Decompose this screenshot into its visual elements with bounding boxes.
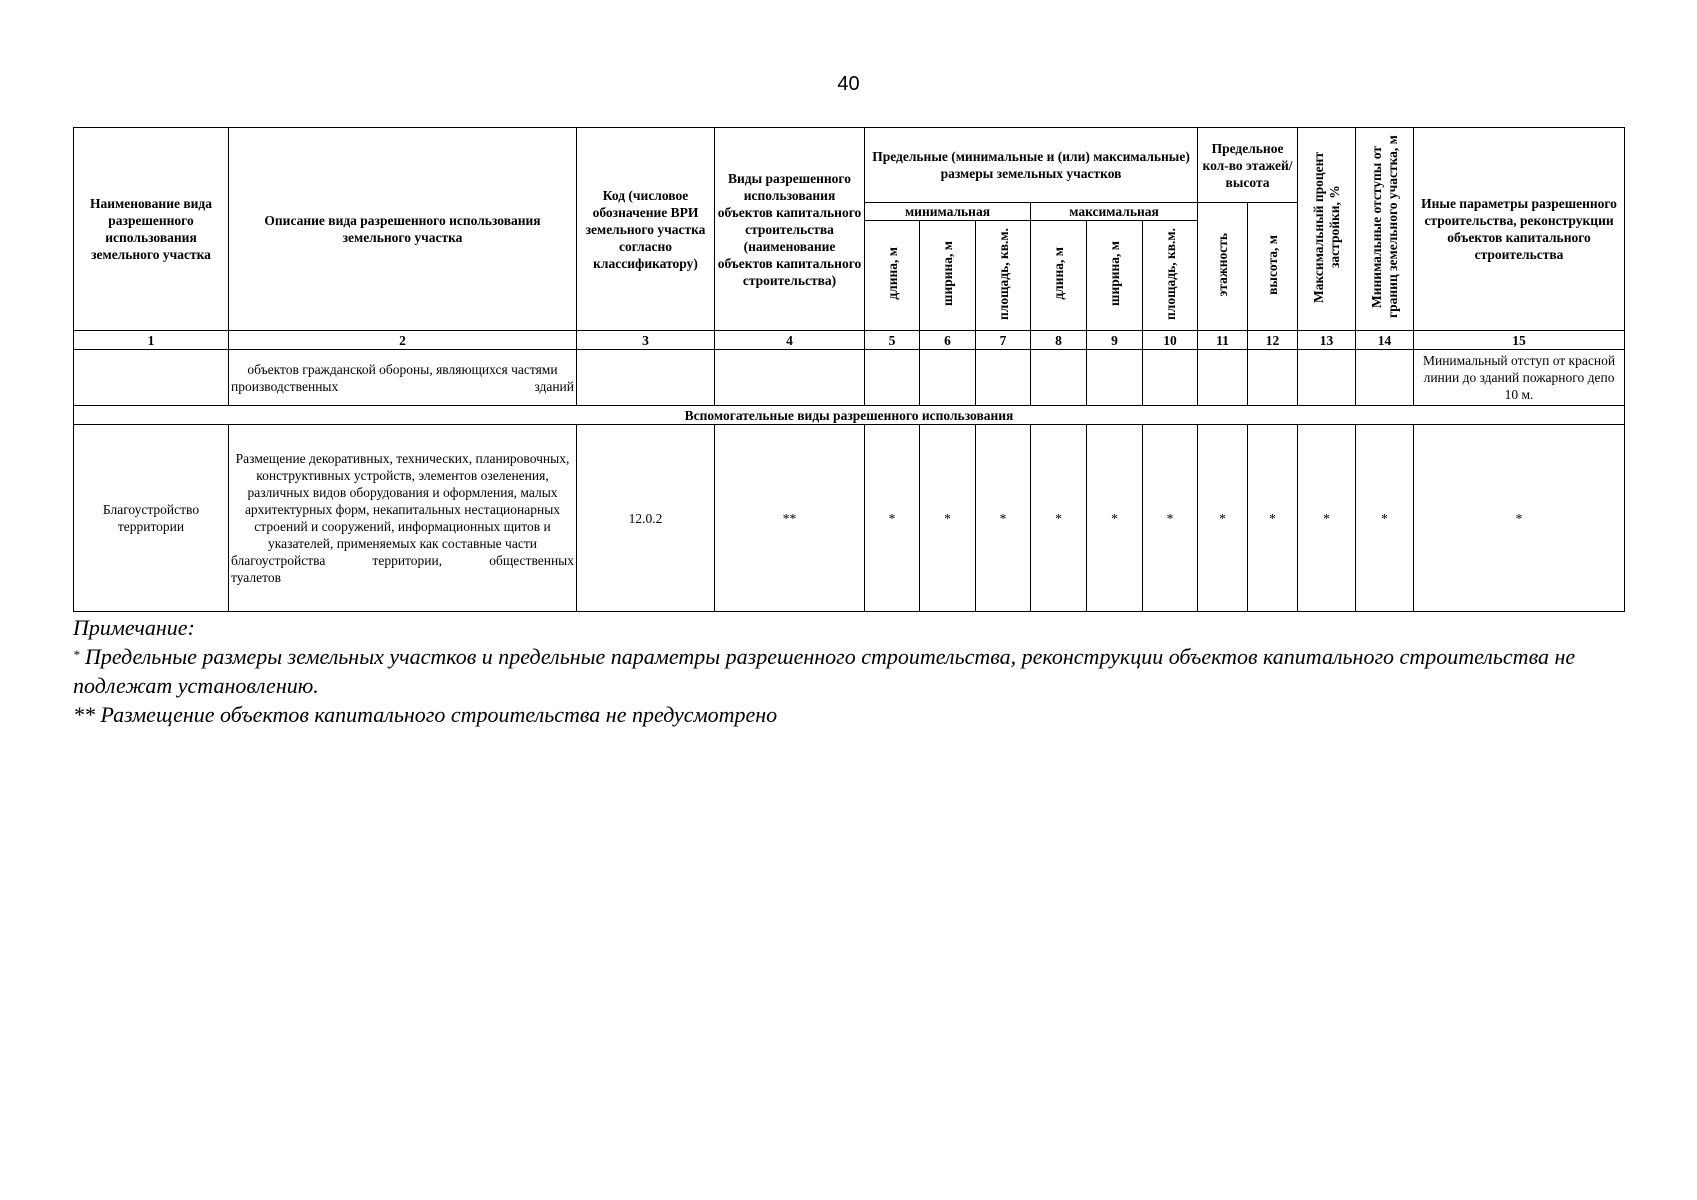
header-description: Описание вида разрешенного использования земельного участка [229,128,577,331]
description-line: применяемых как составные части [336,536,537,551]
col-number: 3 [577,331,715,350]
cell-code: 12.0.2 [577,425,715,612]
header-min-setback [1356,128,1414,331]
section-title: Вспомогательные виды разрешенного использования [74,406,1625,425]
table-row-continued [74,350,1625,406]
header-max-length-text: длина, м [1051,247,1066,300]
note-2: ** Размещение объектов капитального строительства не предусмотрено [73,702,778,727]
cell-star: * [1087,425,1143,612]
header-min-length-text: длина, м [884,247,900,300]
cell-star: * [1143,425,1198,612]
header-other-params: Иные параметры разрешенного строительства, реконструкции объектов капитального строительства [1414,128,1625,331]
header-floors-group: Предельное кол-во этажей/ высота [1198,128,1298,203]
cell-empty [1198,350,1248,406]
cell-empty [976,350,1031,406]
cell-empty [577,350,715,406]
header-height-text: высота, м [1265,234,1281,295]
header-max-area [1143,221,1198,331]
col-number: 4 [715,331,865,350]
description-line: Размещение декоративных, технических, [235,451,473,466]
cell-empty [920,350,976,406]
cell-star: * [1031,425,1087,612]
header-height [1248,203,1298,331]
cell-star: * [1356,425,1414,612]
col-number: 9 [1087,331,1143,350]
col-number: 1 [74,331,229,350]
description-line: планировочных, конструктивных устройств, [256,451,570,483]
land-use-table [73,127,1625,612]
header-max-length [1031,221,1087,331]
description-line: нестационарных строений и сооружений, [254,502,561,534]
col-number: 8 [1031,331,1087,350]
header-max-width [1087,221,1143,331]
note-1 [73,642,1633,700]
col-number: 2 [229,331,577,350]
header-max-area-text: площадь, кв.м. [1162,227,1178,320]
notes-title: Примечание: [73,615,195,640]
col-number: 15 [1414,331,1625,350]
header-min-width-text: ширина, м [940,241,955,306]
cell-name: Благоустройство территории [74,425,229,612]
col-number: 14 [1356,331,1414,350]
cell-empty [1248,350,1298,406]
header-min-length [865,221,920,331]
description-text: объектов гражданской обороны, являющихся частями производственных зданий [231,361,574,394]
description-line: оборудования и оформления, малых [349,485,558,500]
cell-star: * [976,425,1031,612]
cell-star: * [920,425,976,612]
cell-other-params: Минимальный отступ от красной линии до зданий пожарного депо 10 м. [1414,350,1625,406]
col-number: 10 [1143,331,1198,350]
header-max-percent [1298,128,1356,331]
note-1-mark: * [73,647,80,662]
header-max-width-text: ширина, м [1107,241,1122,306]
cell-empty [74,350,229,406]
header-max-group: максимальная [1031,203,1198,221]
cell-star: * [1298,425,1356,612]
note-1-text: Предельные размеры земельных участков и предельные параметры разрешенного строительства, реконструкции объектов капитального строительства не подлежат установлению. [73,644,1576,698]
header-min-width [920,221,976,331]
cell-oks: ** [715,425,865,612]
description-line: информационных щитов и указателей, [268,519,551,551]
header-min-area [976,221,1031,331]
header-min-group: минимальная [865,203,1031,221]
col-number: 12 [1248,331,1298,350]
header-oks-types: Виды разрешенного использования объектов капитального строительства (наименование объектов капитального строительства) [715,128,865,331]
cell-empty [865,350,920,406]
table-row-improvement [74,425,1625,612]
col-number: 7 [976,331,1031,350]
cell-empty [1087,350,1143,406]
notes [73,613,1633,729]
cell-empty [1143,350,1198,406]
page-number: 40 [837,73,860,95]
header-code: Код (числовое обозначение ВРИ земельного участка согласно классификатору) [577,128,715,331]
description-line: туалетов [231,570,281,585]
header-max-percent-text: Максимальный процент застройки, % [1310,151,1342,303]
header-min-area-text: площадь, кв.м. [995,227,1011,320]
cell-star: * [1198,425,1248,612]
cell-empty [1031,350,1087,406]
col-number: 13 [1298,331,1356,350]
header-floors [1198,203,1248,331]
col-number: 6 [920,331,976,350]
header-sizes-group: Предельные (минимальные и (или) максимальные) размеры земельных участков [865,128,1198,203]
col-number: 5 [865,331,920,350]
cell-star: * [1248,425,1298,612]
cell-description-continued [229,350,577,406]
header-min-setback-text: Минимальные отступы от границ земельного участка, м [1368,135,1400,319]
description-line: архитектурных форм, некапитальных [244,502,461,517]
description-line: элементов озеленения, различных видов [247,468,549,500]
description-line: благоустройства территории, общественных [231,553,574,568]
cell-empty [1298,350,1356,406]
cell-empty [715,350,865,406]
cell-star: * [1414,425,1625,612]
cell-star: * [865,425,920,612]
column-numbers-row [74,331,1625,350]
header-floors-text: этажность [1215,232,1231,297]
header-name: Наименование вида разрешенного использования земельного участка [74,128,229,331]
cell-empty [1356,350,1414,406]
col-number: 11 [1198,331,1248,350]
cell-description [229,425,577,612]
